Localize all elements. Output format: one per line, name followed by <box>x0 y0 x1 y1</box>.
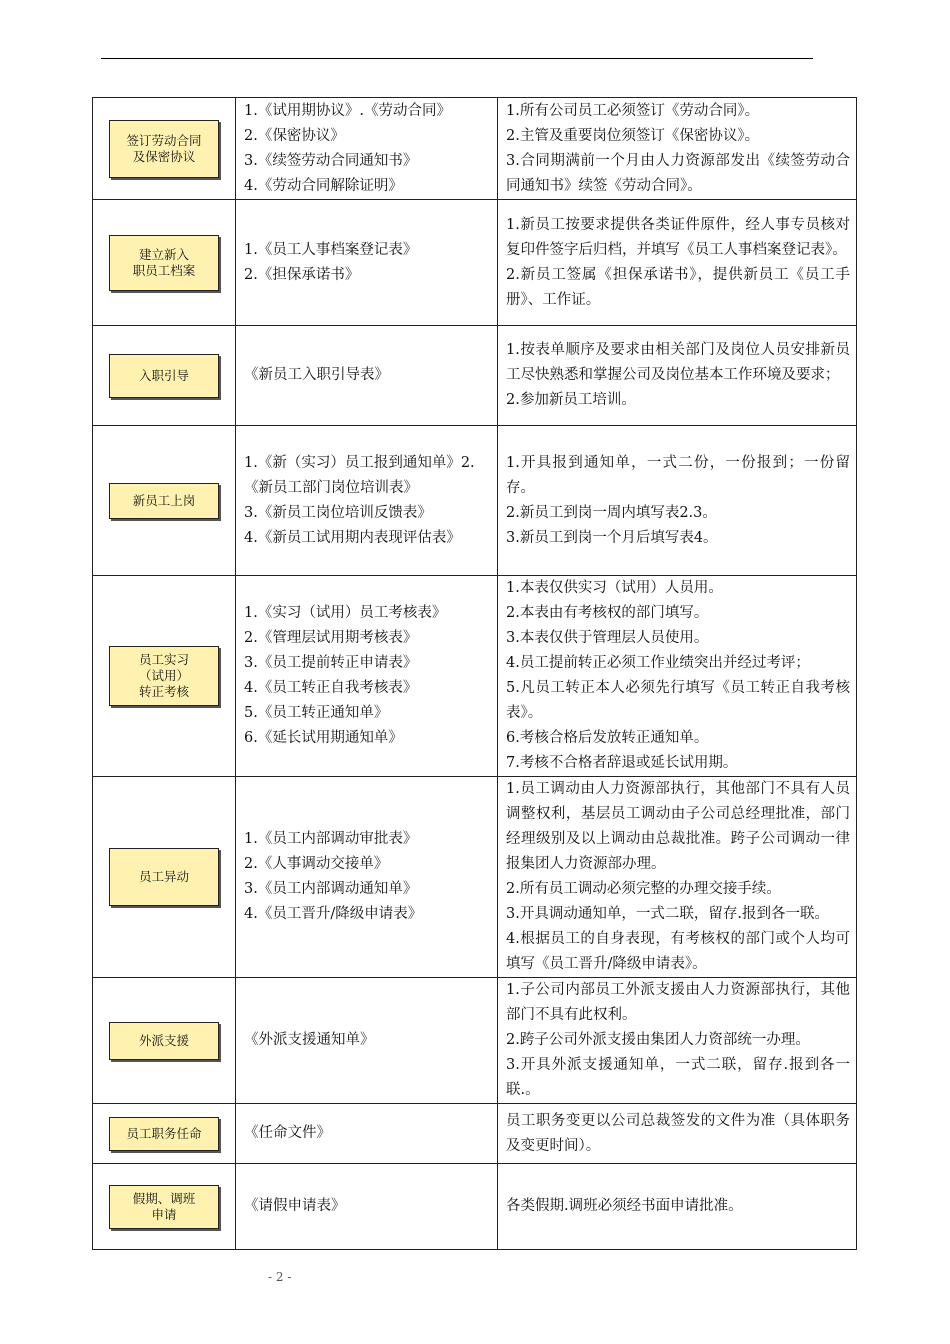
header-rule <box>101 58 813 59</box>
document-item: 《任命文件》 <box>244 1125 331 1141</box>
document-item: 4.《劳动合同解除证明》 <box>244 177 403 194</box>
document-item: 3.《员工内部调动通知单》 <box>244 881 418 897</box>
note-item: 1.新员工按要求提供各类证件原件，经人事专员核对复印件签字后归档，并填写《员工人事档案登记表》。 <box>506 216 850 258</box>
document-item: 2.《人事调动交接单》 <box>244 856 389 872</box>
note-item: 1.开具报到通知单，一式二份，一份报到；一份留存。 <box>506 454 850 496</box>
notes-cell <box>498 576 857 777</box>
documents-cell <box>236 978 498 1104</box>
document-item: 2.《保密协议》 <box>244 127 345 144</box>
step-box: 签订劳动合同 及保密协议 <box>109 120 219 178</box>
document-item: 3.《新员工岗位培训反馈表》 <box>244 504 432 521</box>
note-item: 3.开具调动通知单，一式二联，留存.报到各一联。 <box>506 906 829 922</box>
table-row <box>93 98 857 200</box>
documents-cell <box>236 1104 498 1164</box>
table-row <box>93 1164 857 1250</box>
document-item: 1.《新（实习）员工报到通知单》2.《新员工部门岗位培训表》 <box>244 454 475 496</box>
documents-cell <box>236 98 498 200</box>
document-item: 6.《延长试用期通知单》 <box>244 730 403 746</box>
documents-cell <box>236 576 498 777</box>
document-item: 5.《员工转正通知单》 <box>244 705 389 721</box>
note-item: 各类假期.调班必须经书面申请批准。 <box>506 1198 743 1214</box>
document-item: 1.《员工人事档案登记表》 <box>244 241 418 258</box>
notes-cell <box>498 1104 857 1164</box>
table-row <box>93 978 857 1104</box>
document-item: 《新员工入职引导表》 <box>244 367 389 383</box>
step-cell <box>93 978 236 1104</box>
note-item: 6.考核合格后发放转正通知单。 <box>506 730 709 746</box>
note-item: 4.根据员工的自身表现，有考核权的部门或个人均可填写《员工晋升/降级申请表》。 <box>506 931 850 972</box>
note-item: 4.员工提前转正必须工作业绩突出并经过考评； <box>506 655 810 671</box>
step-cell <box>93 426 236 576</box>
note-item: 1.按表单顺序及要求由相关部门及岗位人员安排新员工尽快熟悉和掌握公司及岗位基本工作环境及要求； <box>506 342 850 383</box>
note-item: 3.开具外派支援通知单，一式二联，留存.报到各一联.。 <box>506 1057 850 1098</box>
table-row <box>93 426 857 576</box>
documents-cell <box>236 426 498 576</box>
document-item: 3.《续签劳动合同通知书》 <box>244 152 418 169</box>
document-item: 1.《员工内部调动审批表》 <box>244 831 418 847</box>
notes-cell <box>498 200 857 326</box>
step-box: 员工职务任命 <box>109 1117 219 1151</box>
document-item: 《请假申请表》 <box>244 1198 346 1214</box>
notes-cell <box>498 98 857 200</box>
page-number: - 2 - <box>268 1270 292 1284</box>
document-item: 2.《管理层试用期考核表》 <box>244 630 418 646</box>
table-row <box>93 777 857 978</box>
document-item: 1.《试用期协议》.《劳动合同》 <box>244 102 451 119</box>
note-item: 2.主管及重要岗位须签订《保密协议》。 <box>506 127 760 144</box>
note-item: 1.本表仅供实习（试用）人员用。 <box>506 580 723 596</box>
documents-cell <box>236 1164 498 1250</box>
step-cell <box>93 326 236 426</box>
note-item: 3.本表仅供于管理层人员使用。 <box>506 630 709 646</box>
note-item: 7.考核不合格者辞退或延长试用期。 <box>506 755 738 771</box>
document-item: 4.《员工晋升/降级申请表》 <box>244 906 423 922</box>
documents-cell <box>236 326 498 426</box>
step-box: 外派支援 <box>109 1022 219 1060</box>
note-item: 2.新员工到岗一周内填写表2.3。 <box>506 504 717 521</box>
note-item: 3.合同期满前一个月由人力资源部发出《续签劳动合同通知书》续签《劳动合同》。 <box>506 152 850 194</box>
notes-cell <box>498 777 857 978</box>
step-cell <box>93 576 236 777</box>
step-box: 新员工上岗 <box>109 483 219 519</box>
note-item: 5.凡员工转正本人必须先行填写《员工转正自我考核表》。 <box>506 680 850 721</box>
step-box: 员工实习 （试用） 转正考核 <box>109 646 219 706</box>
table-row <box>93 576 857 777</box>
notes-cell <box>498 326 857 426</box>
step-cell <box>93 98 236 200</box>
note-item: 1.子公司内部员工外派支援由人力资源部执行，其他部门不具有此权利。 <box>506 982 850 1023</box>
table-row <box>93 200 857 326</box>
note-item: 2.参加新员工培训。 <box>506 392 636 408</box>
step-cell <box>93 777 236 978</box>
step-cell <box>93 1164 236 1250</box>
step-cell <box>93 200 236 326</box>
note-item: 员工职务变更以公司总裁签发的文件为准（具体职务及变更时间）。 <box>506 1112 850 1154</box>
step-box: 建立新入 职员工档案 <box>109 235 219 291</box>
note-item: 2.跨子公司外派支援由集团人力资部统一办理。 <box>506 1032 810 1048</box>
document-item: 1.《实习（试用）员工考核表》 <box>244 605 447 621</box>
step-box: 入职引导 <box>109 354 219 398</box>
documents-cell <box>236 777 498 978</box>
document-item: 2.《担保承诺书》 <box>244 266 360 283</box>
table-row <box>93 1104 857 1164</box>
document-item: 4.《员工转正自我考核表》 <box>244 680 418 696</box>
note-item: 2.所有员工调动必须完整的办理交接手续。 <box>506 881 781 897</box>
documents-cell <box>236 200 498 326</box>
notes-cell <box>498 426 857 576</box>
note-item: 2.新员工签属《担保承诺书》，提供新员工《员工手册》、工作证。 <box>506 266 850 308</box>
step-box: 员工异动 <box>109 848 219 906</box>
table-row <box>93 326 857 426</box>
note-item: 2.本表由有考核权的部门填写。 <box>506 605 709 621</box>
notes-cell <box>498 1164 857 1250</box>
notes-cell <box>498 978 857 1104</box>
note-item: 1.员工调动由人力资源部执行，其他部门不具有人员调整权利，基层员工调动由子公司总经理批准，部门经理级别及以上调动由总裁批准。跨子公司调动一律报集团人力资源部办理。 <box>506 781 850 872</box>
step-box: 假期、调班 申请 <box>109 1185 219 1229</box>
document-item: 3.《员工提前转正申请表》 <box>244 655 418 671</box>
step-cell <box>93 1104 236 1164</box>
procedure-table <box>92 97 857 1250</box>
note-item: 1.所有公司员工必须签订《劳动合同》。 <box>506 102 760 119</box>
note-item: 3.新员工到岗一个月后填写表4。 <box>506 529 718 546</box>
document-item: 《外派支援通知单》 <box>244 1032 375 1048</box>
document-item: 4.《新员工试用期内表现评估表》 <box>244 529 461 546</box>
